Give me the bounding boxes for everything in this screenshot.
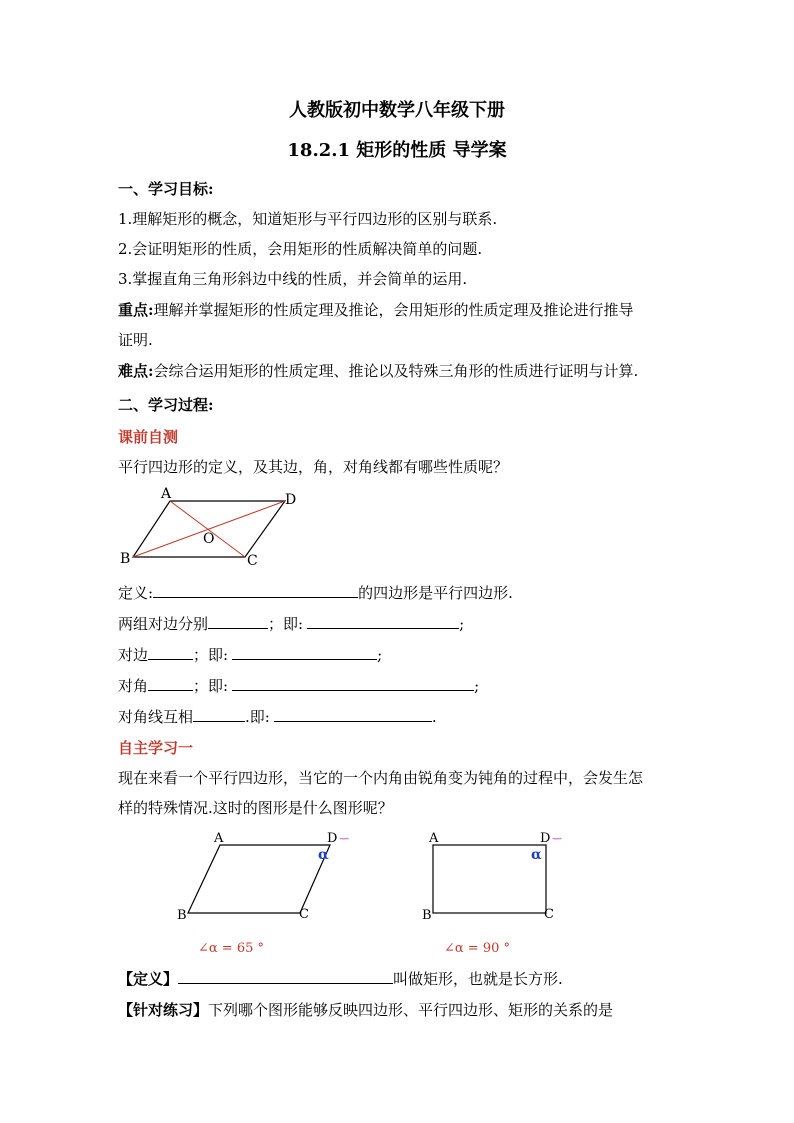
- practice-line: [118, 999, 613, 1020]
- document-subtitle: 18.2.1 矩形的性质 导学案: [287, 140, 507, 161]
- fill-diagonals-suffix: .: [431, 708, 437, 726]
- practice-text: 下列哪个图形能够反映四边形、平行四边形、矩形的关系的是: [208, 1001, 614, 1019]
- vertex-label-d: D: [285, 492, 297, 508]
- rectangle-90-diagram: [420, 825, 600, 960]
- blank-diagonals-1[interactable]: [193, 707, 245, 722]
- key-point-continued: 证明.: [118, 331, 153, 349]
- document-title: 人教版初中数学八年级下册: [289, 100, 505, 121]
- fill-angles-suffix: ;: [474, 677, 480, 695]
- vertex-label-c: C: [247, 553, 258, 569]
- blank-sides-2[interactable]: [232, 645, 377, 660]
- key-point-text: 理解并掌握矩形的性质定理及推论，会用矩形的性质定理及推论进行推导: [153, 301, 634, 319]
- pretest-question: 平行四边形的定义，及其边，角，对角线都有哪些性质呢？: [118, 458, 509, 476]
- fill-sides-prefix: 对边: [118, 646, 149, 664]
- self-study-heading: 自主学习一: [118, 739, 194, 757]
- center-label-o: O: [203, 531, 215, 547]
- fig3-label-a: A: [429, 831, 439, 846]
- key-point: [118, 299, 634, 320]
- fig3-decoration: ⟿: [552, 835, 563, 843]
- fig2-label-d: D: [327, 831, 338, 846]
- fig2-label-c: C: [299, 907, 309, 922]
- blank-rectangle-definition[interactable]: [178, 969, 393, 984]
- key-point-label: 重点:: [118, 301, 154, 319]
- section-heading-process: 二、学习过程:: [118, 396, 214, 414]
- difficult-point: [118, 360, 638, 381]
- definition-suffix: 叫做矩形，也就是长方形.: [393, 970, 563, 988]
- fig2-angle-text: ∠α = 65 °: [198, 941, 265, 956]
- fig3-label-d: D: [540, 831, 551, 846]
- goal-item-3: 3.掌握直角三角形斜边中线的性质，并会简单的运用.: [118, 270, 468, 288]
- blank-angles-1[interactable]: [148, 676, 193, 691]
- goal-item-2: 2.会证明矩形的性质，会用矩形的性质解决简单的问题.: [118, 240, 483, 258]
- fill-opposite-sides-prefix: 两组对边分别: [118, 615, 209, 633]
- fig3-label-b: B: [422, 908, 432, 923]
- fill-diagonals-mid: .即:: [245, 708, 270, 726]
- goal-item-1: 1.理解矩形的概念，知道矩形与平行四边形的区别与联系.: [118, 210, 498, 228]
- self-study-text-2: 样的特殊情况.这时的图形是什么图形呢？: [118, 799, 393, 817]
- blank-sides-1[interactable]: [148, 645, 193, 660]
- fill-opposite-sides-suffix: ;: [459, 615, 465, 633]
- blank-opposite-sides-2[interactable]: [307, 614, 459, 629]
- section-heading-goals: 一、学习目标:: [118, 180, 214, 198]
- fill-sides: [118, 644, 382, 665]
- vertex-label-a: A: [161, 486, 172, 502]
- pretest-heading: 课前自测: [118, 428, 179, 446]
- rectangle-shape: [433, 845, 546, 913]
- fill-sides-suffix: ;: [377, 646, 383, 664]
- parallelogram-65-shape: [188, 845, 330, 913]
- blank-diagonals-2[interactable]: [274, 707, 432, 722]
- vertex-label-b: B: [120, 551, 131, 567]
- diagonal-bd: [133, 501, 285, 557]
- blank-opposite-sides-1[interactable]: [208, 614, 268, 629]
- fill-definition: [118, 582, 513, 603]
- fill-definition-prefix: 定义:: [118, 584, 154, 602]
- fill-angles-prefix: 对角: [118, 677, 149, 695]
- fill-sides-mid: ；即:: [193, 646, 229, 664]
- fig2-label-a: A: [214, 831, 224, 846]
- difficult-point-text: 会综合运用矩形的性质定理、推论以及特殊三角形的性质进行证明与计算.: [153, 362, 639, 380]
- fill-angles: [118, 675, 479, 696]
- fill-diagonals-prefix: 对角线互相: [118, 708, 194, 726]
- fig2-alpha: α: [318, 847, 329, 863]
- self-study-text-1: 现在来看一个平行四边形，当它的一个内角由锐角变为钝角的过程中，会发生怎: [118, 769, 644, 787]
- fig3-label-c: C: [544, 907, 554, 922]
- practice-label: 【针对练习】: [118, 1001, 209, 1019]
- fill-definition-suffix: 的四边形是平行四边形.: [358, 584, 513, 602]
- definition-line: [118, 968, 563, 989]
- fill-opposite-sides: [118, 613, 464, 634]
- fill-diagonals: [118, 706, 437, 727]
- blank-definition[interactable]: [153, 583, 358, 598]
- fill-opposite-sides-mid: ；即:: [268, 615, 304, 633]
- parallelogram-diagram: [115, 485, 305, 570]
- fig2-label-b: B: [177, 908, 187, 923]
- fill-angles-mid: ；即:: [193, 677, 229, 695]
- diagonal-ac: [170, 501, 245, 557]
- blank-angles-2[interactable]: [232, 676, 474, 691]
- difficult-point-label: 难点:: [118, 362, 154, 380]
- definition-label: 【定义】: [118, 970, 179, 988]
- fig3-alpha: α: [531, 847, 542, 863]
- fig3-angle-text: ∠α = 90 °: [444, 941, 511, 956]
- parallelogram-65-diagram: [170, 825, 370, 960]
- fig2-decoration: ⟿: [339, 835, 350, 843]
